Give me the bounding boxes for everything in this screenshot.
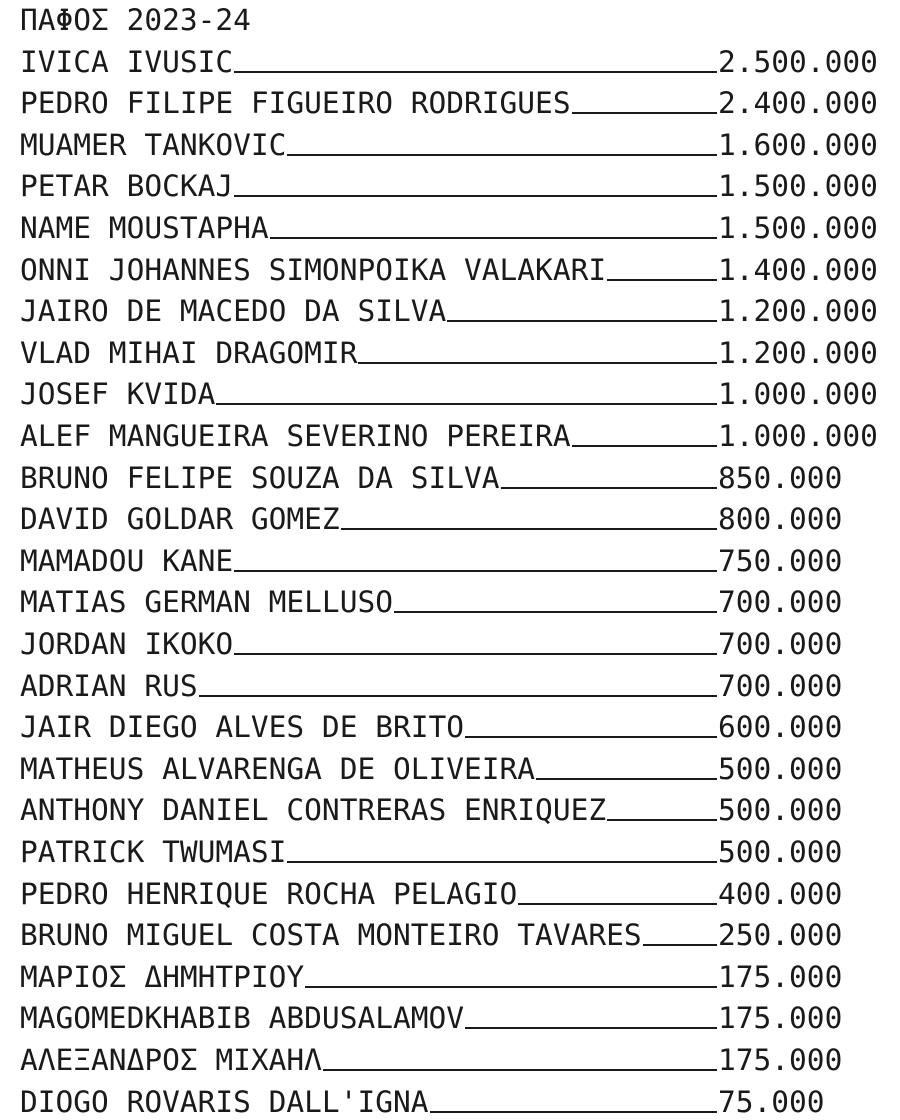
player-name: MAMADOU KANE [20,543,234,578]
player-name: ONNI JOHANNES SIMONPOIKA VALAKARI [20,252,607,287]
list-item [0,584,900,620]
player-value: 2.500.000 [718,44,878,79]
leader-line [501,461,717,489]
player-value: 75.000 [718,1084,825,1119]
player-value: 750.000 [718,543,843,578]
player-value: 175.000 [718,959,843,994]
player-name: PETAR BOCKAJ [20,169,234,204]
list-item [0,1042,900,1078]
leader-line [643,918,717,946]
player-name: MUAMER TANKOVIC [20,127,287,162]
player-name: ADRIAN RUS [20,668,198,703]
leader-line [234,169,717,197]
leader-line [358,336,717,364]
leader-line [572,86,717,114]
player-name: ALEF MANGUEIRA SEVERINO PEREIRA [20,419,571,453]
player-name: PATRICK TWUMASI [20,835,287,869]
list-item [0,44,900,80]
player-name: PEDRO HENRIQUE ROCHA PELAGIO [20,876,518,911]
player-value: 500.000 [718,793,843,828]
player-value: 700.000 [718,668,843,703]
player-value: 400.000 [718,876,843,911]
leader-line [199,669,717,697]
leader-line [287,835,717,863]
list-item [0,127,900,163]
player-name: MATIAS GERMAN MELLUSO [20,585,393,620]
leader-line [394,585,717,613]
player-name: DIOGO ROVARIS DALL'IGNA [20,1084,429,1119]
list-item [0,210,900,246]
player-value: 1.400.000 [718,252,878,287]
leader-line [430,1085,718,1113]
player-name: JAIRO DE MACEDO DA SILVA [20,294,447,329]
list-item [0,876,900,912]
list-item [0,917,900,953]
list-item [0,501,900,537]
player-name: ANTHONY DANIEL CONTRERAS ENRIQUEZ [20,793,607,828]
player-value: 1.200.000 [718,294,878,329]
leader-line [323,1043,717,1071]
list-item [0,252,900,288]
player-name: DAVID GOLDAR GOMEZ [20,502,340,537]
list-item [0,85,900,121]
player-value: 250.000 [718,918,843,953]
list-item [0,1000,900,1036]
player-name: VLAD MIHAI DRAGOMIR [20,335,358,370]
leader-line [536,752,717,780]
player-name: MATHEUS ALVARENGA DE OLIVEIRA [20,751,536,786]
player-value: 600.000 [718,710,843,745]
player-value: 800.000 [718,502,843,537]
player-value: 700.000 [718,627,843,661]
leader-line [234,544,717,572]
list-item [0,460,900,496]
list-item [0,543,900,579]
leader-line [607,793,717,821]
player-name: NAME MOUSTAPHA [20,211,269,245]
player-value: 1.500.000 [718,211,878,245]
list-item [0,418,900,454]
player-name: ΑΛΕΞΑΝΔΡΟΣ ΜΙΧΑΗΛ [20,1043,322,1077]
player-name: IVICA IVUSIC [20,44,234,79]
leader-line [234,627,717,655]
player-value: 1.600.000 [718,127,878,162]
player-value: 500.000 [718,751,843,786]
player-name: JORDAN IKOKO [20,627,234,661]
player-value: 850.000 [718,460,843,495]
player-value: 500.000 [718,835,843,869]
leader-line [518,877,717,905]
player-value: 175.000 [718,1001,843,1036]
list-item [0,709,900,745]
player-name: BRUNO FELIPE SOUZA DA SILVA [20,460,500,495]
list-item [0,959,900,995]
player-value: 175.000 [718,1043,843,1077]
player-name: PEDRO FILIPE FIGUEIRO RODRIGUES [20,86,571,121]
list-item [0,626,900,662]
leader-line [341,502,717,530]
leader-line [465,1001,717,1029]
leader-line [216,377,717,405]
leader-line [234,45,717,73]
list-item [0,168,900,204]
player-value: 1.000.000 [718,419,878,453]
player-name: BRUNO MIGUEL COSTA MONTEIRO TAVARES [20,918,642,953]
leader-line [305,960,717,988]
player-value: 1.500.000 [718,169,878,204]
list-item [0,792,900,828]
list-item [0,1084,900,1120]
list-item [0,376,900,412]
document-title: ΠΑΦΟΣ 2023-24 [20,3,251,37]
leader-line [465,710,717,738]
list-item [0,668,900,704]
leader-line [447,294,717,322]
list-item [0,751,900,787]
leader-line [287,128,717,156]
leader-line [270,211,717,239]
leader-line [572,419,717,447]
list-item [0,834,900,870]
list-item [0,293,900,329]
leader-line [607,253,717,281]
player-name: ΜΑΡΙΟΣ ΔΗΜΗΤΡΙΟΥ [20,959,305,994]
player-value: 700.000 [718,585,843,620]
player-name: JAIR DIEGO ALVES DE BRITO [20,710,465,745]
player-name: JOSEF KVIDA [20,377,216,412]
player-value: 2.400.000 [718,86,878,121]
list-item [0,335,900,371]
player-name: MAGOMEDKHABIB ABDUSALAMOV [20,1001,465,1036]
player-value: 1.200.000 [718,335,878,370]
player-value: 1.000.000 [718,377,878,412]
